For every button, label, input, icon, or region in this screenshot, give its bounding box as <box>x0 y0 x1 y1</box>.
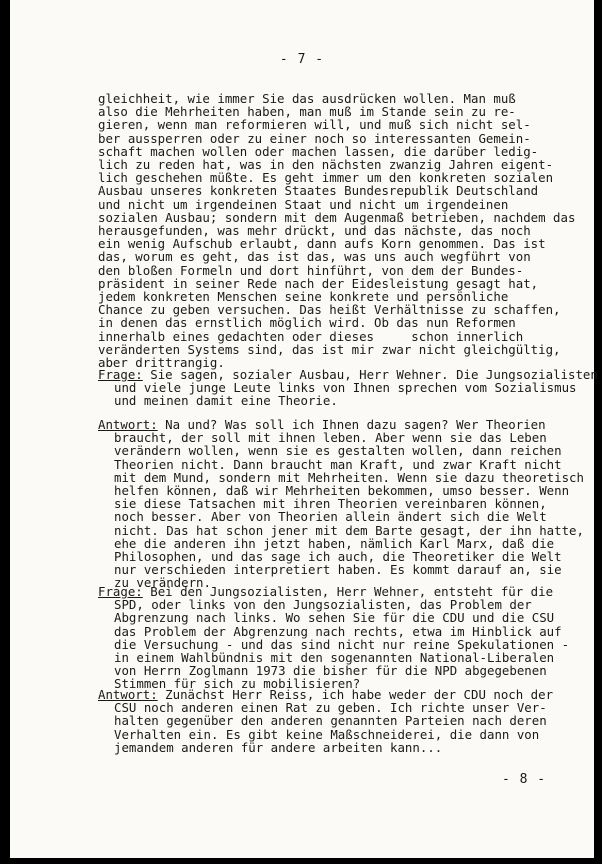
text-line: Stimmen für sich zu mobilisieren? <box>114 676 361 692</box>
text-line: jedem konkreten Menschen seine konkrete und persönliche <box>98 289 509 305</box>
text-line: ber aussperren oder zu einer noch so interessanten Gemein- <box>98 130 531 146</box>
text-line: Zunächst Herr Reiss, ich habe weder der CDU noch der <box>165 687 554 702</box>
text-line: sozialen Ausbau; sondern mit dem Augenmaß betrieben, nachdem das <box>98 209 576 225</box>
text-line: schaft machen wollen oder machen lassen, die darüber ledig- <box>98 143 539 159</box>
answer-1 <box>98 417 584 591</box>
text-line: Abgrenzung nach links. Wo sehen Sie für die CDU und die CSU <box>114 610 555 626</box>
text-line: veränderten Systems sind, das ist mir zwar nicht gleichgültig, <box>98 341 561 357</box>
answer-label: Antwort: <box>98 687 158 702</box>
text-line: nicht. Das hat schon jener mit dem Barte gesagt, der ihn hatte, <box>114 522 584 538</box>
text-line: jemandem anderen für andere arbeiten kann... <box>114 739 443 755</box>
question-1 <box>98 367 598 409</box>
text-line: innerhalb eines gedachten oder dieses schon innerlich <box>98 328 524 344</box>
text-line: lich zu reden hat, was in den nächsten zwanzig Jahren eigent- <box>98 157 554 173</box>
text-line: ein wenig Aufschub erlaubt, dann aufs Korn genommen. Das ist <box>98 236 546 252</box>
document-page <box>10 0 598 858</box>
text-line: aber drittrangig. <box>98 355 225 371</box>
text-line: die Versuchung - und das sind nicht nur reine Spekulationen - <box>114 636 570 652</box>
text-line: SPD, oder links von den Jungsozialisten, das Problem der <box>114 597 532 613</box>
text-line: Na und? Was soll ich Ihnen dazu sagen? Wer Theorien <box>165 417 546 432</box>
text-line: zu verändern. <box>114 575 211 591</box>
next-page-marker: - 8 - <box>502 772 547 787</box>
text-line: Theorien nicht. Dann braucht man Kraft, und zwar Kraft nicht <box>114 456 562 472</box>
text-line: helfen können, daß wir Mehrheiten bekommen, umso besser. Wenn <box>114 483 570 499</box>
question-label: Frage: <box>98 584 143 599</box>
text-line: in denen das ernstlich möglich wird. Ob das nun Reformen <box>98 315 516 331</box>
answer-label: Antwort: <box>98 417 158 432</box>
text-line: und nicht um irgendeinen Staat und nicht um irgendeinen <box>98 196 509 212</box>
text-line: und meinen damit eine Theorie. <box>114 393 338 409</box>
text-line: lich geschehen müßte. Es geht immer um den konkreten sozialen <box>98 170 554 186</box>
text-line: Chance zu geben versuchen. Das heißt Verhältnisse zu schaffen, <box>98 302 561 318</box>
text-line: gleichheit, wie immer Sie das ausdrücken wollen. Man muß <box>98 91 516 106</box>
answer-2 <box>98 688 578 754</box>
text-line: den bloßen Formeln und dort hinführt, von dem der Bundes- <box>98 262 524 278</box>
page-number: - 7 - <box>279 52 325 67</box>
text-line: nur verschieden interpretiert haben. Es kommt darauf an, sie <box>114 562 562 578</box>
text-line: und viele junge Leute links von Ihnen sprechen vom Sozialismus <box>114 380 577 396</box>
text-line: Verhalten ein. Es gibt keine Maßschneiderei, die dann von <box>114 726 540 742</box>
text-line: noch besser. Aber von Theorien allein ändert sich die Welt <box>114 509 547 525</box>
question-2 <box>98 585 578 691</box>
text-line: ehe die anderen ihn jetzt haben, nämlich Karl Marx, daß die <box>114 535 555 551</box>
text-line: also die Mehrheiten haben, man muß im Stande sein zu re- <box>98 104 516 120</box>
text-line: verändern wollen, wenn sie es gestalten wollen, dann reichen <box>114 443 562 459</box>
text-line: herausgefunden, was mehr drückt, und das nächste, das noch <box>98 223 531 239</box>
text-line: gieren, wenn man reformieren will, und muß sich nicht sel- <box>98 117 531 133</box>
text-line: Philosophen, und das sage ich auch, die Theoretiker die Welt <box>114 549 562 565</box>
text-line: in einem Wahlbündnis mit den sogenannten National-Liberalen <box>114 650 555 666</box>
text-line: Ausbau unseres konkreten Staates Bundesrepublik Deutschland <box>98 183 539 199</box>
text-line: Bei den Jungsozialisten, Herr Wehner, entsteht für die <box>150 584 554 599</box>
text-line: das Problem der Abgrenzung nach rechts, etwa im Hinblick auf <box>114 623 562 639</box>
text-line: Sie sagen, sozialer Ausbau, Herr Wehner. Die Jungsozialisten <box>150 367 598 382</box>
text-line: präsident in seiner Rede nach der Eidesleistung gesagt hat, <box>98 275 539 291</box>
text-line: halten gegenüber den anderen genannten Parteien nach deren <box>114 713 547 729</box>
text-line: von Herrn Zoglmann 1973 die bisher für die NPD abgegebenen <box>114 663 547 679</box>
paragraph-intro <box>98 92 578 369</box>
question-label: Frage: <box>98 367 143 382</box>
text-line: mit dem Mund, sondern mit Mehrheiten. Wenn sie dazu theoretisch <box>114 469 584 485</box>
text-line: das, worum es geht, das ist das, was uns auch wegführt von <box>98 249 531 265</box>
text-line: braucht, der soll mit ihnen leben. Aber wenn sie das Leben <box>114 430 547 446</box>
text-line: sie diese Tatsachen mit ihren Theorien vereinbaren können, <box>114 496 547 512</box>
text-line: CSU noch anderen einen Rat zu geben. Ich richte unser Ver- <box>114 700 547 716</box>
